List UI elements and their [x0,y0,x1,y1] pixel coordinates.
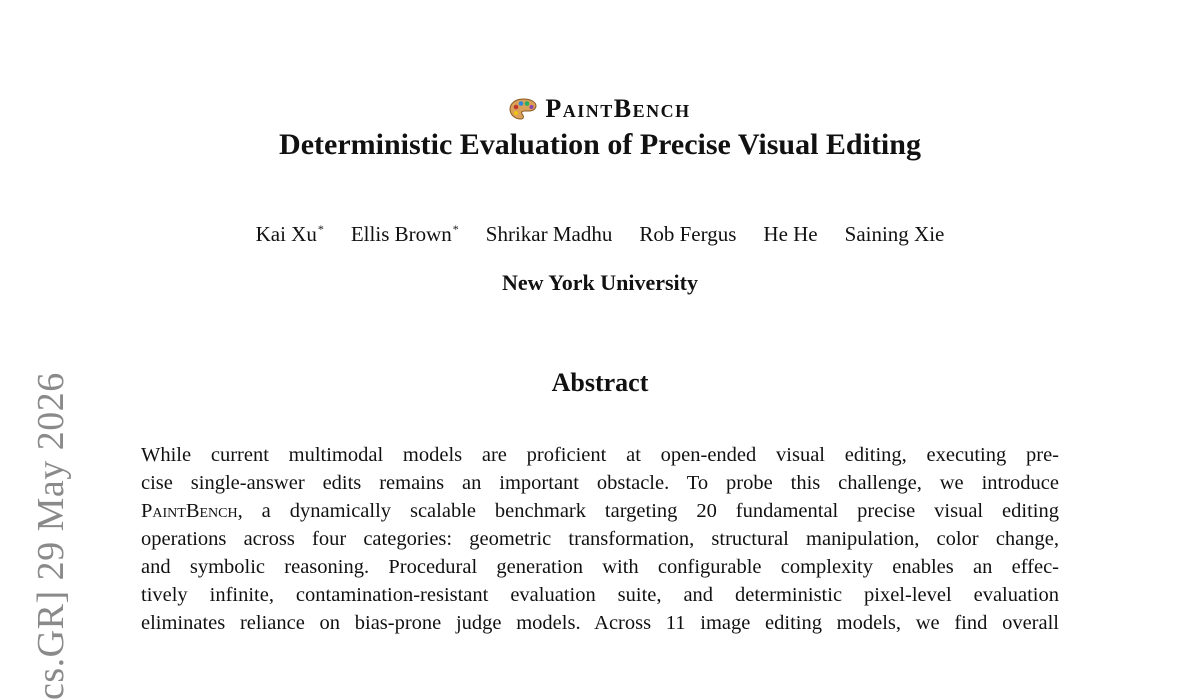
author: Ellis Brown* [350,222,459,246]
abstract-heading: Abstract [551,368,649,397]
affiliation: New York University [502,270,698,295]
arxiv-identifier-stamp [30,372,411,700]
author: Kai Xu* [255,222,324,246]
abstract-line: tively infinite, contamination-resistant evaluation suite, and deterministic pixel-level evaluation [141,584,1059,606]
paper-title: Deterministic Evaluation of Precise Visual Editing [279,128,921,161]
arxiv-stamp-text: cs.GR] 29 May 2026 [30,372,72,700]
author: Shrikar Madhu [485,222,613,246]
author: He He [763,222,818,246]
abstract-body [141,441,1059,637]
palette-icon [509,98,537,120]
abstract-line: eliminates reliance on bias-prone judge models. Across 11 image editing models, we find overall [141,612,1059,634]
benchmark-name: PaintBench [545,94,691,123]
abstract-line: and symbolic reasoning. Procedural generation with configurable complexity enables an effec- [141,556,1059,578]
abstract-line: cise single-answer edits remains an important obstacle. To probe this challenge, we introduce [141,472,1059,494]
abstract-line: operations across four categories: geometric transformation, structural manipulation, color change, [141,528,1059,550]
author-list [0,222,1200,247]
benchmark-title-line [0,92,1200,126]
abstract-line: While current multimodal models are proficient at open-ended visual editing, executing pre- [141,444,1059,466]
author: Rob Fergus [639,222,737,246]
title-block [0,92,1200,162]
abstract-line: PaintBench, a dynamically scalable benchmark targeting 20 fundamental precise visual editing [141,500,1059,522]
author: Saining Xie [844,222,945,246]
